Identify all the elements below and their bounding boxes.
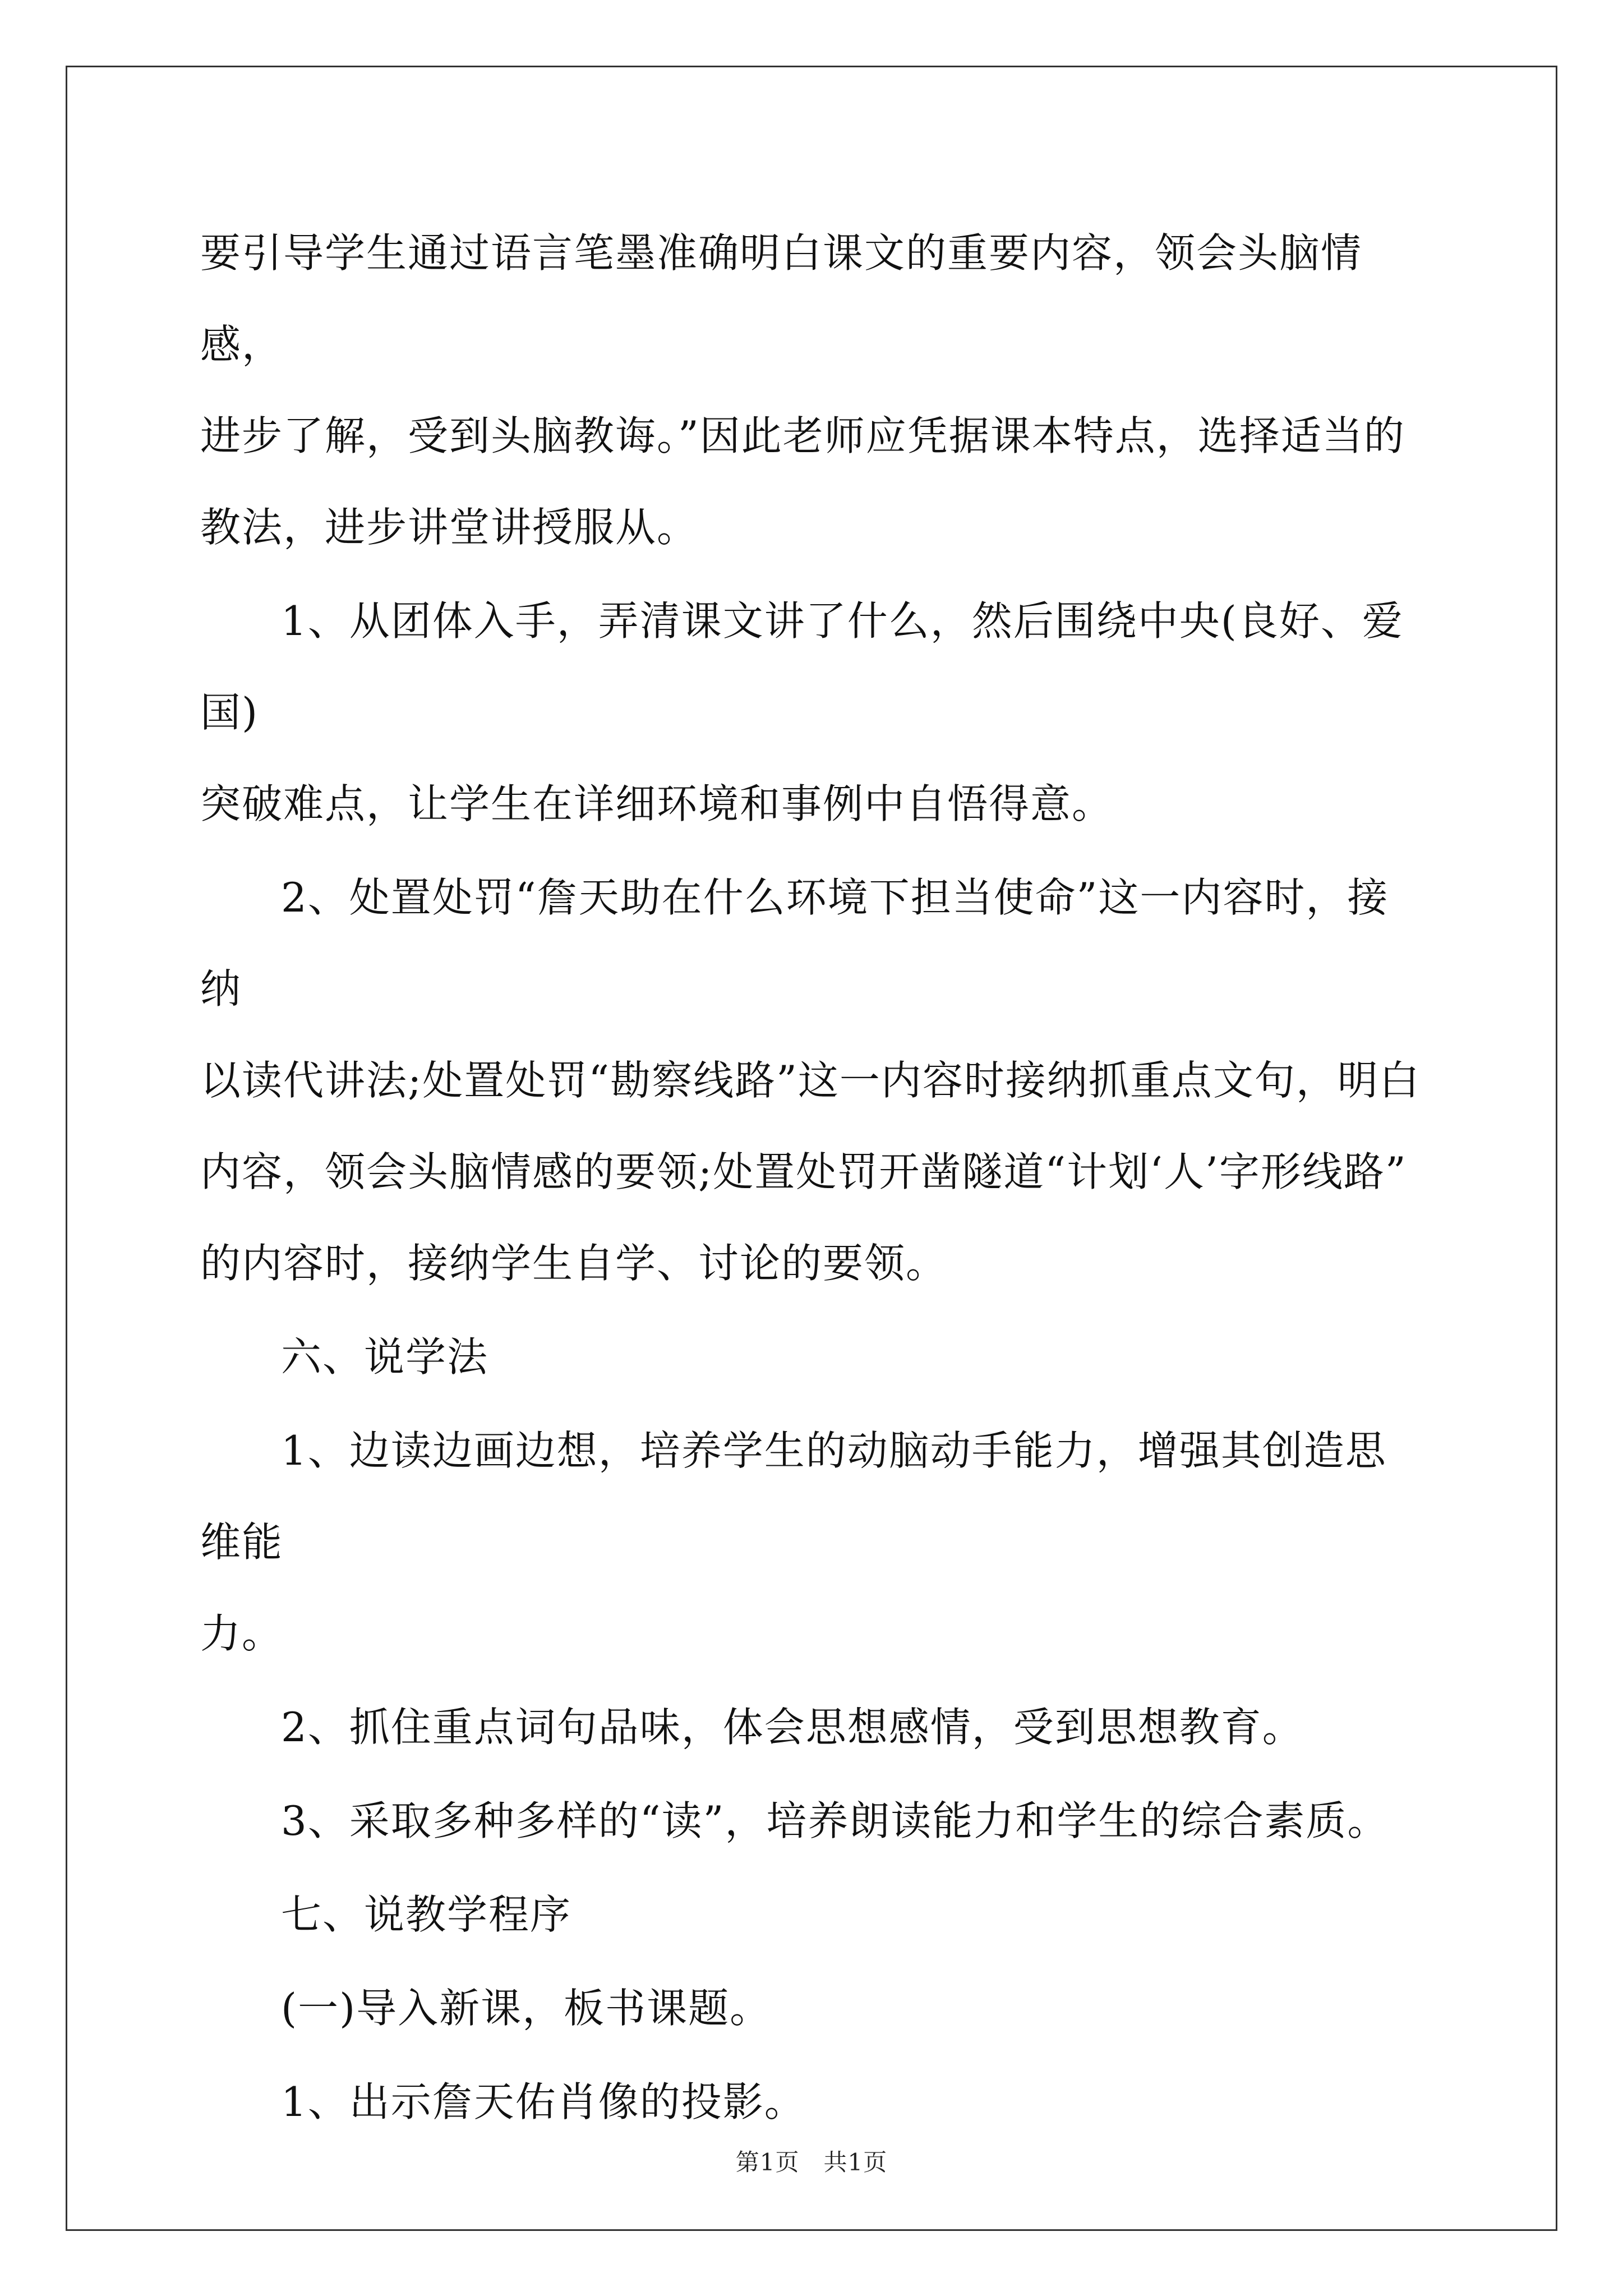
text-line: 1、从团体入手，弄清课文讲了什么，然后围绕中央(良好、爱国) xyxy=(200,597,1404,736)
section-heading: 六、说学法 xyxy=(281,1333,489,1381)
section-heading-7 xyxy=(200,1869,1423,1961)
subsection-heading: (一)导入新课，板书课题。 xyxy=(281,1985,772,2032)
paragraph-6 xyxy=(200,1682,1423,1773)
text-line: 教法，进步讲堂讲授服从。 xyxy=(200,504,699,551)
text-line: 1、出示詹天佑肖像的投影。 xyxy=(281,2078,806,2125)
paragraph-3 xyxy=(200,852,1423,1309)
paragraph-5 xyxy=(200,1405,1423,1680)
subsection-heading-1 xyxy=(200,1963,1423,2054)
paragraph-2 xyxy=(200,576,1423,850)
paragraph-1 xyxy=(200,208,1423,573)
document-body xyxy=(200,208,1423,2150)
text-line: 以读代讲法;处置处罚“勘察线路”这一内容时接纳抓重点文句，明白 xyxy=(200,1057,1421,1104)
text-line: 力。 xyxy=(200,1610,284,1657)
page-number-footer: 第1页 共1页 xyxy=(735,2148,888,2176)
text-line: 2、抓住重点词句品味，体会思想感情，受到思想教育。 xyxy=(281,1704,1304,1751)
section-heading: 七、说教学程序 xyxy=(281,1891,572,1938)
text-line: 进步了解，受到头脑教诲。”因此老师应凭据课本特点，选择适当的 xyxy=(200,412,1405,459)
text-line: 1、边读边画边想，培养学生的动脑动手能力，增强其创造思维能 xyxy=(200,1427,1387,1566)
section-heading-6 xyxy=(200,1312,1423,1403)
paragraph-10 xyxy=(200,2056,1423,2148)
paragraph-7 xyxy=(200,1775,1423,1867)
text-line: 的内容时，接纳学生自学、讨论的要领。 xyxy=(200,1240,948,1287)
text-line: 突破难点，让学生在详细环境和事例中自悟得意。 xyxy=(200,780,1114,827)
text-line: 2、处置处罚“詹天助在什么环境下担当使命”这一内容时，接纳 xyxy=(200,874,1389,1013)
text-line: 3、采取多种多样的“读”，培养朗读能力和学生的综合素质。 xyxy=(281,1797,1389,1844)
text-line: 要引导学生通过语言笔墨准确明白课文的重要内容，领会头脑情感， xyxy=(200,229,1363,368)
text-line: 内容，领会头脑情感的要领;处置处罚开凿隧道“计划‘人’字形线路” xyxy=(200,1148,1407,1195)
